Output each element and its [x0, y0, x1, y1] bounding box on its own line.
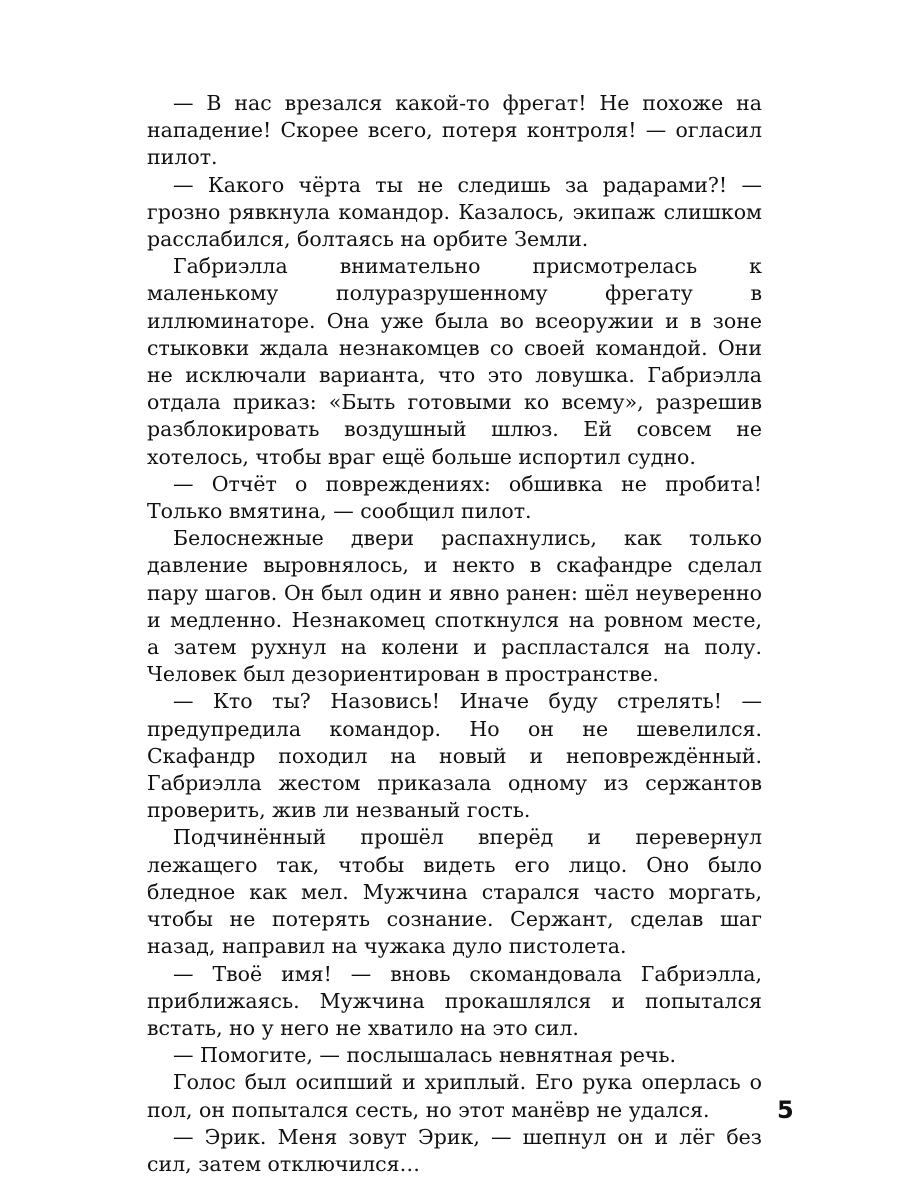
- paragraph: Габриэлла внимательно присмотрелась к маленькому полуразрушенному фрегату в иллюминаторе. Она уже была во всеоружии и в зоне стыковки ждала незнакомцев со своей командой. Они не исключали варианта, что это ловушка. Габриэлла отдала приказ: «Быть готовыми ко всему», разрешив разблокировать воздушный шлюз. Ей совсем не хотелось, чтобы враг ещё больше испортил судно.: [147, 254, 762, 469]
- paragraph: Голос был осипший и хриплый. Его рука оперлась о пол, он попытался сесть, но этот манёвр не удался.: [147, 1070, 762, 1122]
- paragraph: — Какого чёрта ты не следишь за радарами?! — грозно рявкнула командор. Казалось, экипаж слишком расслабился, болтаясь на орбите Земли.: [147, 172, 762, 252]
- paragraph: — Отчёт о повреждениях: обшивка не пробита! Только вмятина, — сообщил пилот.: [147, 471, 762, 524]
- paragraph: — Помогите, — послышалась невнятная речь.: [173, 1043, 677, 1068]
- paragraph: Подчинённый прошёл вперёд и перевернул лежащего так, чтобы видеть его лицо. Оно было бледное как мел. Мужчина старался часто моргать, чтобы не потерять сознание. Сержант, сделав шаг назад, направил на чужака дуло пистолета.: [147, 825, 762, 959]
- page-number: 5: [777, 1096, 794, 1124]
- paragraph: — Эрик. Меня зовут Эрик, — шепнул он и лёг без сил, затем отключился…: [147, 1124, 762, 1176]
- paragraph: — Кто ты? Назовись! Иначе буду стрелять! — предупредила командор. Но он не шевелился. Скафандр походил на новый и неповреждённый. Габриэлла жестом приказала одному из сержантов проверить, жив ли незваный гость.: [147, 689, 762, 823]
- paragraph: — В нас врезался какой-то фрегат! Не похоже на нападение! Скорее всего, потеря контроля! — огласил пилот.: [147, 91, 762, 170]
- body-text: [147, 90, 762, 1178]
- paragraph: — Твоё имя! — вновь скомандовала Габриэлла, приближаясь. Мужчина прокашлялся и попытался встать, но у него не хватило на это сил.: [147, 961, 762, 1040]
- paragraph: Белоснежные двери распахнулись, как только давление выровнялось, и некто в скафандре сделал пару шагов. Он был один и явно ранен: шёл неуверенно и медленно. Незнакомец споткнулся на ровном месте, а затем рухнул на колени и распластался на полу. Человек был дезориентирован в пространстве.: [147, 526, 762, 687]
